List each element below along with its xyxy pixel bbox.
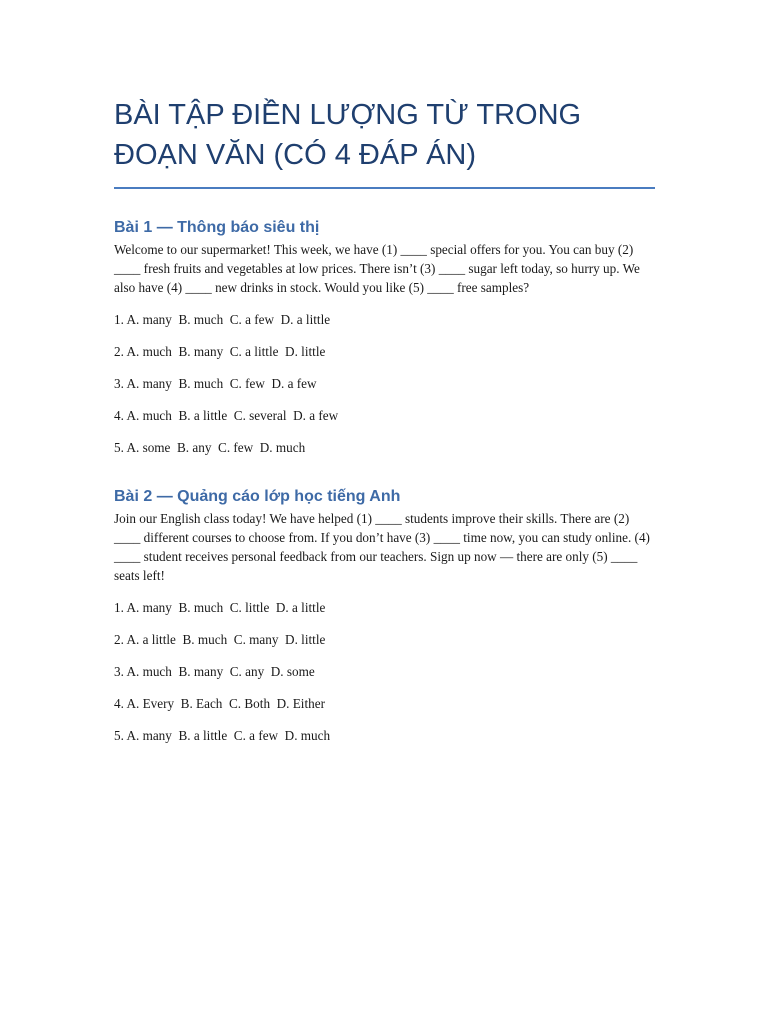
question-item: 3. A. many B. much C. few D. a few — [114, 376, 317, 392]
question-list — [114, 298, 655, 458]
question-item: 5. A. many B. a little C. a few D. much — [114, 728, 331, 744]
passage-text: Join our English class today! We have helped (1) ____ students improve their skills. There are (2) ____ different courses to choose from. If you don’t have (3) ____ time now, you can study online. (4) ____ student receives personal feedback from our teachers. Sign up now — there are only (5) ____ seats left! — [114, 510, 650, 584]
document-title: BÀI TẬP ĐIỀN LƯỢNG TỪ TRONG ĐOẠN VĂN (CÓ 4 ĐÁP ÁN) — [114, 99, 582, 171]
section-heading: Bài 2 — Quảng cáo lớp học tiếng Anh — [114, 487, 401, 505]
question-item: 1. A. many B. much C. little D. a little — [114, 600, 326, 616]
question-item: 4. A. much B. a little C. several D. a few — [114, 408, 339, 424]
question-item: 1. A. many B. much C. a few D. a little — [114, 312, 331, 328]
question-item: 5. A. some B. any C. few D. much — [114, 440, 306, 456]
question-list — [114, 585, 655, 745]
exercise-section-2 — [114, 458, 655, 746]
question-item: 3. A. much B. many C. any D. some — [114, 664, 315, 680]
question-item: 4. A. Every B. Each C. Both D. Either — [114, 696, 325, 712]
question-item: 2. A. much B. many C. a little D. little — [114, 344, 326, 360]
section-heading: Bài 1 — Thông báo siêu thị — [114, 219, 320, 236]
passage-text: Welcome to our supermarket! This week, we have (1) ____ special offers for you. You can buy (2) ____ fresh fruits and vegetables at low prices. There isn’t (3) ____ sugar left today, so hurry up. We also have (4) ____ new drinks in stock. Would you like (5) ____ free samples? — [114, 242, 640, 296]
document-page — [114, 0, 655, 745]
exercise-section-1 — [114, 189, 655, 458]
question-item: 2. A. a little B. much C. many D. little — [114, 632, 326, 648]
